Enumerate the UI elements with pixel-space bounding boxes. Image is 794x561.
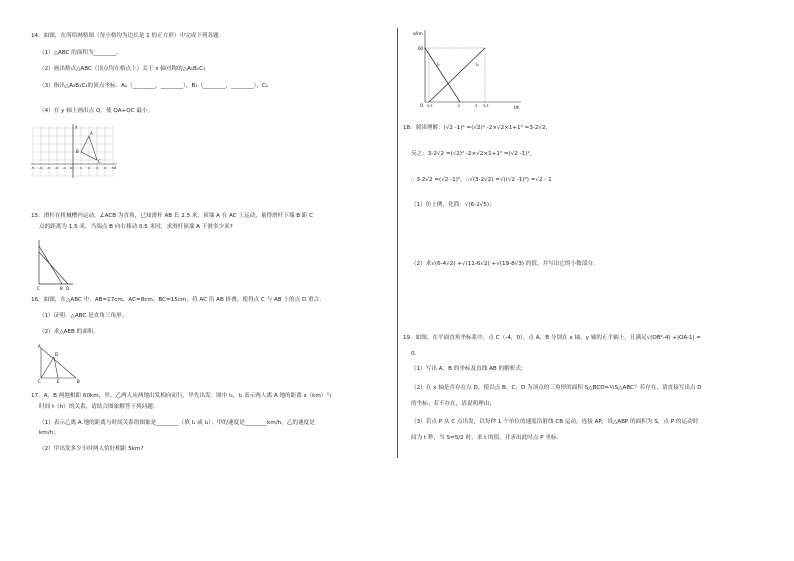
q16-triangle-figure xyxy=(36,343,86,385)
tick-label: 5 xyxy=(112,166,114,170)
fig14-label-a: A xyxy=(90,131,93,136)
tick-label: -3 xyxy=(47,166,50,170)
fig16-label-d: D xyxy=(55,352,59,357)
q14-grid-figure xyxy=(28,124,120,180)
graph-x-tick-35: 3.5 xyxy=(483,104,489,108)
graph-x-label: t/h xyxy=(514,105,520,110)
fig16-label-a: A xyxy=(38,344,41,349)
q18-part2: （2）求√(6-4√2) +√(11-6√2) +√(19-8√3) 的值，并写出它的小数部分． xyxy=(411,261,599,267)
tick-label: 1 xyxy=(80,166,82,170)
tick-label: 3 xyxy=(96,166,98,170)
tick-label: 4 xyxy=(104,166,106,170)
fig16-label-c: C xyxy=(38,379,41,384)
q19-part2a: （2）在 x 轴是否存在点 D，使以点 B、C、D 为顶点的三角形的面积 S△BCD=½S△ABC？若存在，请直接写出点 D xyxy=(411,385,702,391)
fig14-label-b: B xyxy=(76,149,79,154)
tick-label: -5 xyxy=(31,166,34,170)
column-divider xyxy=(397,28,398,458)
tick-label: -1 xyxy=(63,166,66,170)
tick-label: -4 xyxy=(39,166,42,170)
q14-part3: （3）指出△A₁B₁C₁的顶点坐标．A₁（________，________），B₁（________，________），C₁ xyxy=(39,83,269,89)
graph-label-l2: l₂ xyxy=(476,62,479,67)
fig14-y-label: y xyxy=(75,124,78,129)
graph-x-tick-3: 3 xyxy=(475,104,478,108)
q16-part1: （1）证明：△ABC 是直角三角形； xyxy=(39,313,128,319)
q16-stem: 16．如图，在△ABC 中，AB=17cm，AC=8cm，BC=15cm，将 AC 沿 AB 折叠，使得点 C 与 AB 上的点 D 重合． xyxy=(31,297,325,303)
q19-part1: （1）写出 A、B 的坐标及直线 AB 的解析式; xyxy=(411,366,523,372)
q17-part1a: （1）表示乙离 A 地的距离与时间关系的图象是________（填 l₁ 或 l₂）；甲的速度是________km/h，乙的速度是 xyxy=(39,420,315,426)
q19-part2b: 的坐标；若不存在，请说明理由； xyxy=(411,401,495,407)
q14-part2: （2）画出格点△ABC（顶点均在格点上）关于 x 轴对称的△A₁B₁C₁ xyxy=(39,66,206,72)
line-l2 xyxy=(429,48,485,102)
q17-part2: （2）甲出发多少小时两人恰好相距 5km? xyxy=(39,446,144,452)
fig15-label-b: B xyxy=(60,286,63,291)
tick-label: 2 xyxy=(88,166,90,170)
q16-part2: （2）求△AEB 的面积． xyxy=(39,329,99,335)
tick-label: -2 xyxy=(55,166,58,170)
fig14-x-label: x xyxy=(114,165,117,170)
fig14-label-c: C xyxy=(98,159,101,164)
q17-line1: 17．A，B 两地相距 60km，甲、乙两人从两地出发相向而行，甲先出发．图中 l₁，l₂ 表示两人离 A 地的距离 s（km）与 xyxy=(31,393,332,399)
q18-line2: 反之：3-2√2 =(√2)² -2×√2×1+1² =(√2 -1)²， xyxy=(411,151,536,157)
fig15-label-d: D xyxy=(66,286,70,291)
q18-line1: 18．阅读理解：(√2 -1)² =(√2)² -2×√2×1+1² =3-2√2， xyxy=(403,125,552,131)
q19-part3b: 间为 t 秒，当 S=5/2 时，求 t 的值，并求出此时点 P 坐标． xyxy=(411,435,563,441)
graph-y-label: s/km xyxy=(413,31,423,36)
q15-line1: 15．滑杆在机械槽内运动，∠ACB 为直角，已知滑杆 AB 长 2.5 米，顶端 A 在 AC 上运动，量得滑杆下端 B 距 C xyxy=(31,213,314,219)
q14-part4: （4）在 y 轴上画出点 Q，使 QA+QC 最小。 xyxy=(39,108,154,114)
graph-x-tick-05: 0.5 xyxy=(427,104,433,108)
q19-line2: 0． xyxy=(411,351,421,357)
line-l1 xyxy=(425,48,460,102)
q15-line2: 点的距离为 1.5 米，当端点 B 向右移动 0.5 米时，求滑杆顶端 A 下滑多少米? xyxy=(39,224,233,230)
q19-line1: 19．如图，在平面直角坐标系中，点 C（-4，0），点 A，B 分别在 x 轴，y 轴的正半轴上，且满足√(OB²-4) +|OA-1| = xyxy=(403,335,701,341)
fig16-label-b: B xyxy=(77,379,80,384)
tick-label: O xyxy=(70,166,73,170)
q17-line2: 时间 t（h）的关系，请结合图象解答下列问题： xyxy=(39,404,159,410)
q19-part3a: （3）若点 P 从 C 点出发，以每秒 1 个单位的速度沿射线 CB 运动，连接 AP，设△ABP 的面积为 S，点 P 的运动时 xyxy=(411,419,699,425)
q17-distance-time-graph xyxy=(405,28,525,110)
graph-label-l1: l₁ xyxy=(437,62,440,67)
q15-ladder-figure xyxy=(35,238,77,292)
q18-part1: （1）仿上例，化简：√(6-2√5)； xyxy=(411,202,495,208)
q14-part1: （1）△ABC 的面积为________。 xyxy=(39,50,122,56)
fig16-label-e: E xyxy=(57,379,60,384)
q18-line3: ∴ 3-2√2 =(√2 -1)²，∴√(3-2√2) =√((√2 -1)²) =√2 - 1 xyxy=(411,177,552,183)
q14-stem: 14．如图，在所给网格图（每小格均为边长是 1 的正方形）中完成下列各题： xyxy=(31,33,225,39)
graph-y-tick-60: 60 xyxy=(418,46,424,51)
fig15-label-c: C xyxy=(37,286,40,291)
graph-origin: O xyxy=(420,103,424,108)
graph-x-tick-2: 2 xyxy=(458,104,461,108)
q17-part1b: km/h； xyxy=(39,430,59,436)
